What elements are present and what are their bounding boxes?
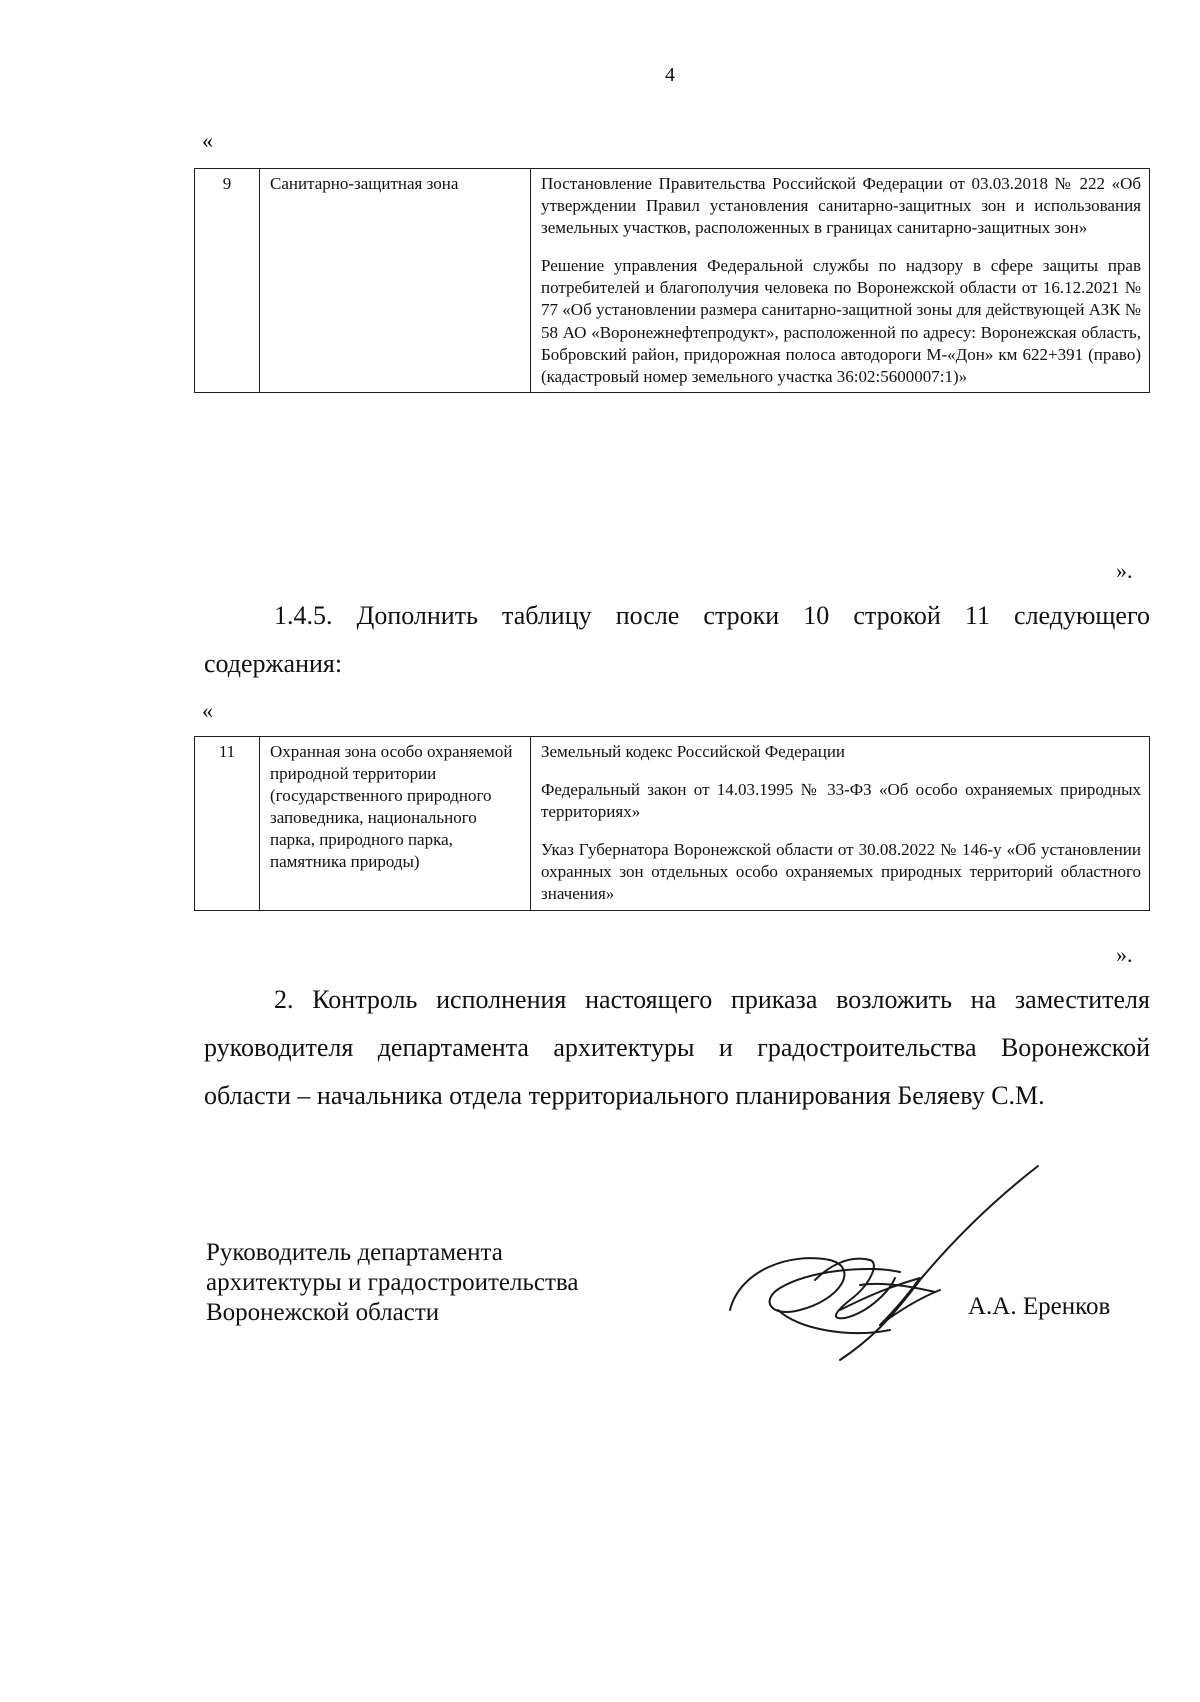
basis-item: Федеральный закон от 14.03.1995 № 33-ФЗ «Об особо охраняемых природных территориях»: [541, 780, 1141, 822]
paragraph-1-4-5: 1.4.5. Дополнить таблицу после строки 10 строкой 11 следующего содержания:: [204, 601, 1150, 678]
position-line: архитектуры и градостроительства: [206, 1269, 579, 1296]
legal-basis: [531, 169, 1150, 393]
closing-quote-2: ».: [1116, 942, 1133, 967]
opening-quote-1: «: [202, 128, 213, 153]
basis-item: Земельный кодекс Российской Федерации: [541, 742, 846, 761]
handwritten-signature: [720, 1160, 1050, 1370]
position-line: Воронежской области: [206, 1299, 440, 1326]
row-number: 9: [195, 169, 260, 393]
closing-quote-1: ».: [1116, 558, 1133, 583]
table-row-9: [194, 168, 1150, 393]
signatory-position: [206, 1238, 578, 1328]
table-row-11: [194, 736, 1150, 911]
paragraph-2: 2. Контроль исполнения настоящего приказа возложить на заместителя руководителя департамента архитектуры и градостроительства Воронежской области – начальника отдела территориального планирования Беляеву С.М.: [204, 985, 1150, 1110]
page-number: 4: [665, 64, 675, 86]
zone-name: Охранная зона особо охраняемой природной территории (государственного природного заповедника, национального парка, природного парка, памятника природы): [260, 737, 531, 911]
position-line: Руководитель департамента: [206, 1239, 503, 1266]
basis-item: Решение управления Федеральной службы по надзору в сфере защиты прав потребителей и благополучия человека по Воронежской области от 16.12.2021 № 77 «Об установлении размера санитарно-защитной зоны для действующей АЗК № 58 АО «Воронежнефтепродукт», расположенной по адресу: Воронежская область, Бобровский район, придорожная полоса автодороги М-«Дон» км 622+391 (право) (кадастровый номер земельного участка 36:02:5600007:1)»: [541, 256, 1141, 386]
row-number: 11: [195, 737, 260, 911]
legal-basis: [531, 737, 1150, 911]
zone-name: Санитарно-защитная зона: [260, 169, 531, 393]
opening-quote-2: «: [202, 698, 213, 723]
table-row: [195, 737, 1150, 911]
signatory-name: А.А. Еренков: [968, 1293, 1111, 1320]
basis-item: Указ Губернатора Воронежской области от 30.08.2022 № 146-у «Об установлении охранных зон отдельных особо охраняемых природных территорий областного значения»: [541, 840, 1141, 904]
table-row: [195, 169, 1150, 393]
basis-item: Постановление Правительства Российской Федерации от 03.03.2018 № 222 «Об утверждении Правил установления санитарно-защитных зон и использования земельных участков, расположенных в границах санитарно-защитных зон»: [541, 174, 1141, 238]
